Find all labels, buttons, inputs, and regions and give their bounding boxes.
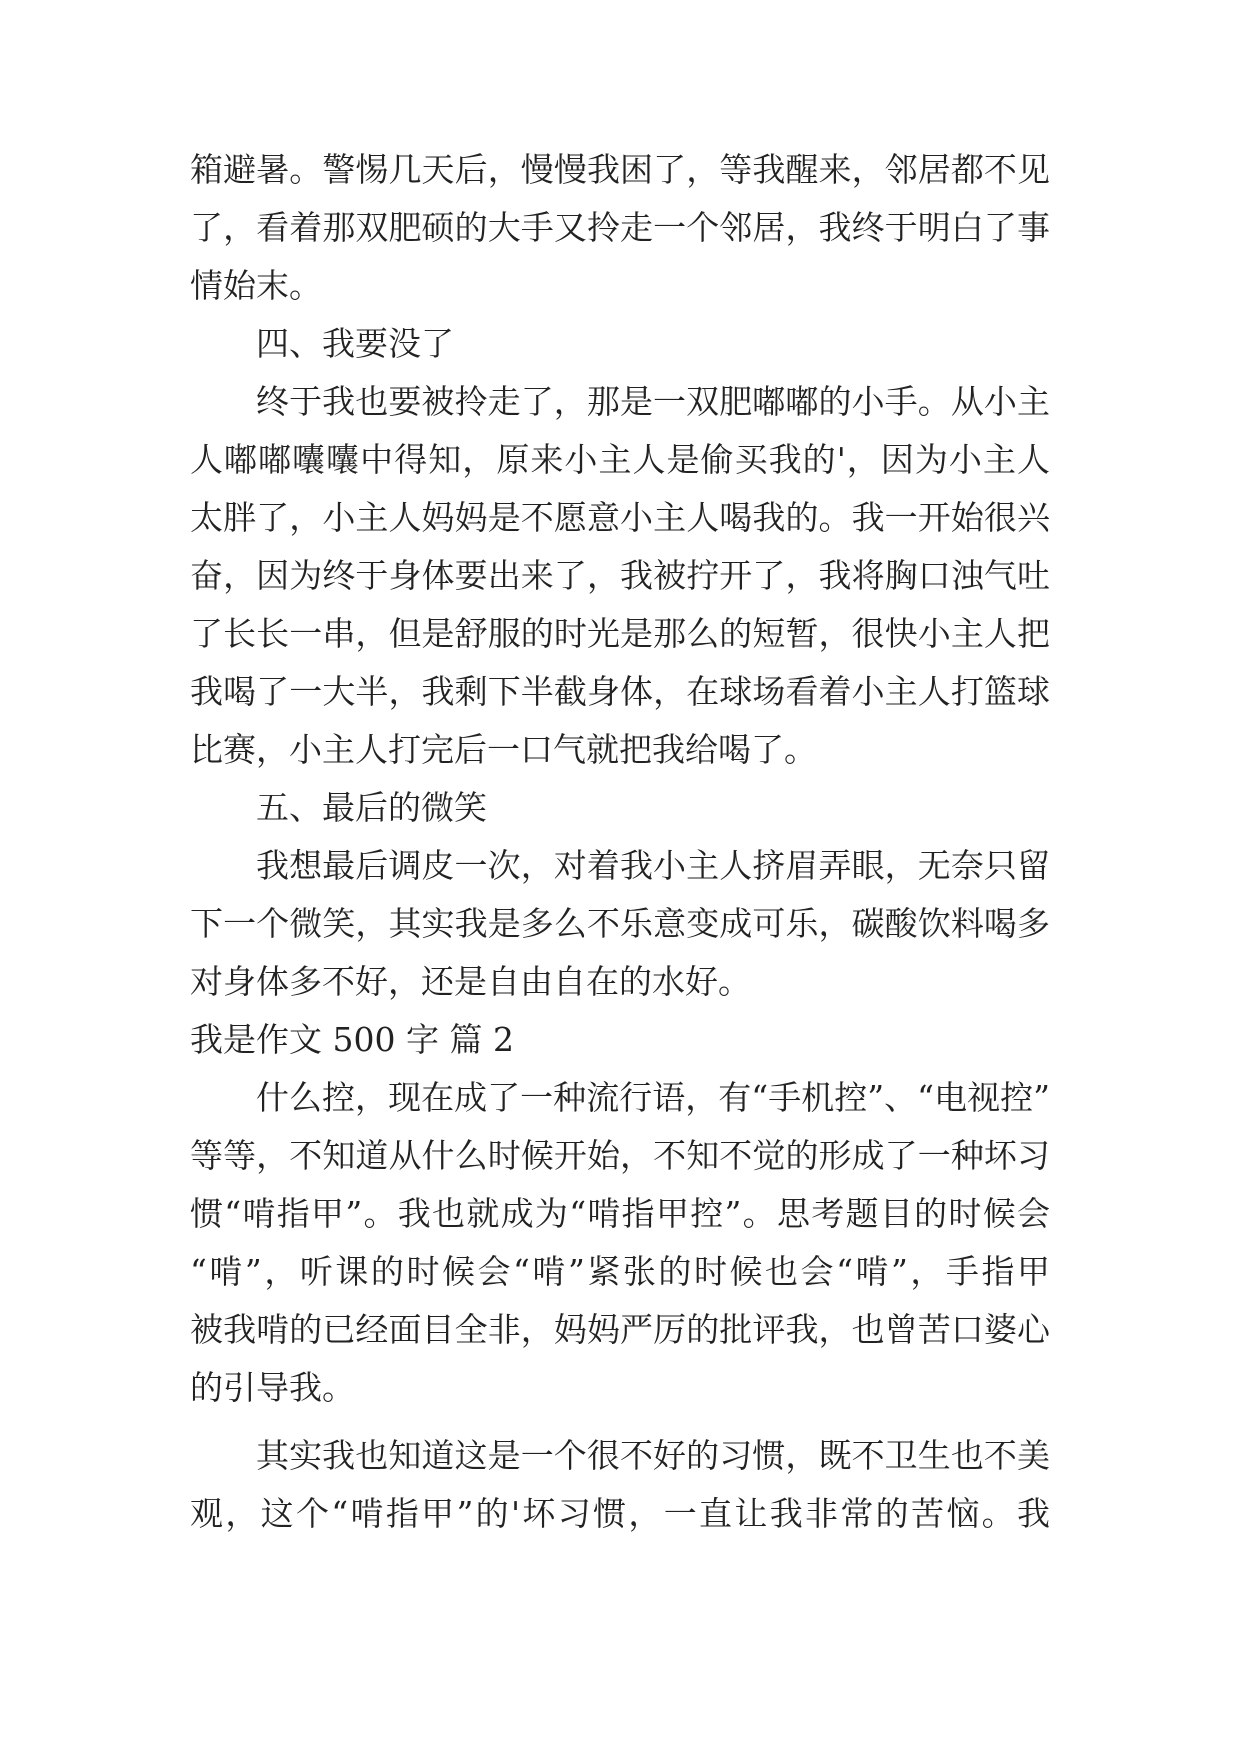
text-line: 被我啃的已经面目全非，妈妈严厉的批评我，也曾苦口婆心 [190, 1310, 1050, 1349]
section-heading: 五、最后的微笑 [256, 788, 487, 827]
text-line: 了长长一串，但是舒服的时光是那么的短暂，很快小主人把 [190, 614, 1050, 653]
text-line: 观，这个“啃指甲”的'坏习惯，一直让我非常的苦恼。我 [190, 1494, 1050, 1533]
text-line: 奋，因为终于身体要出来了，我被拧开了，我将胸口浊气吐 [190, 556, 1050, 595]
text-line: “啃”，听课的时候会“啃”紧张的时候也会“啃”，手指甲 [190, 1252, 1050, 1291]
text-line: 我喝了一大半，我剩下半截身体，在球场看着小主人打篮球 [190, 672, 1050, 711]
text-line: 了，看着那双肥硕的大手又拎走一个邻居，我终于明白了事 [190, 208, 1050, 247]
text-line: 情始末。 [190, 266, 322, 305]
text-line: 太胖了，小主人妈妈是不愿意小主人喝我的。我一开始很兴 [190, 498, 1050, 537]
text-line: 箱避暑。警惕几天后，慢慢我困了，等我醒来，邻居都不见 [190, 150, 1050, 189]
text-line: 人嘟嘟囔囔中得知，原来小主人是偷买我的'，因为小主人 [190, 440, 1050, 479]
text-line: 的引导我。 [190, 1368, 355, 1407]
section-heading: 四、我要没了 [256, 324, 454, 363]
text-line: 什么控，现在成了一种流行语，有“手机控”、“电视控” [256, 1078, 1050, 1117]
text-line: 终于我也要被拎走了，那是一双肥嘟嘟的小手。从小主 [256, 382, 1050, 421]
text-line: 对身体多不好，还是自由自在的水好。 [190, 962, 751, 1001]
text-line: 其实我也知道这是一个很不好的习惯，既不卫生也不美 [256, 1436, 1050, 1475]
article-title: 我是作文 500 字 篇 2 [190, 1020, 514, 1059]
text-line: 下一个微笑，其实我是多么不乐意变成可乐，碳酸饮料喝多 [190, 904, 1050, 943]
text-line: 比赛，小主人打完后一口气就把我给喝了。 [190, 730, 817, 769]
text-line: 我想最后调皮一次，对着我小主人挤眉弄眼，无奈只留 [256, 846, 1050, 885]
text-line: 等等，不知道从什么时候开始，不知不觉的形成了一种坏习 [190, 1136, 1050, 1175]
text-line: 惯“啃指甲”。我也就成为“啃指甲控”。思考题目的时候会 [190, 1194, 1050, 1233]
